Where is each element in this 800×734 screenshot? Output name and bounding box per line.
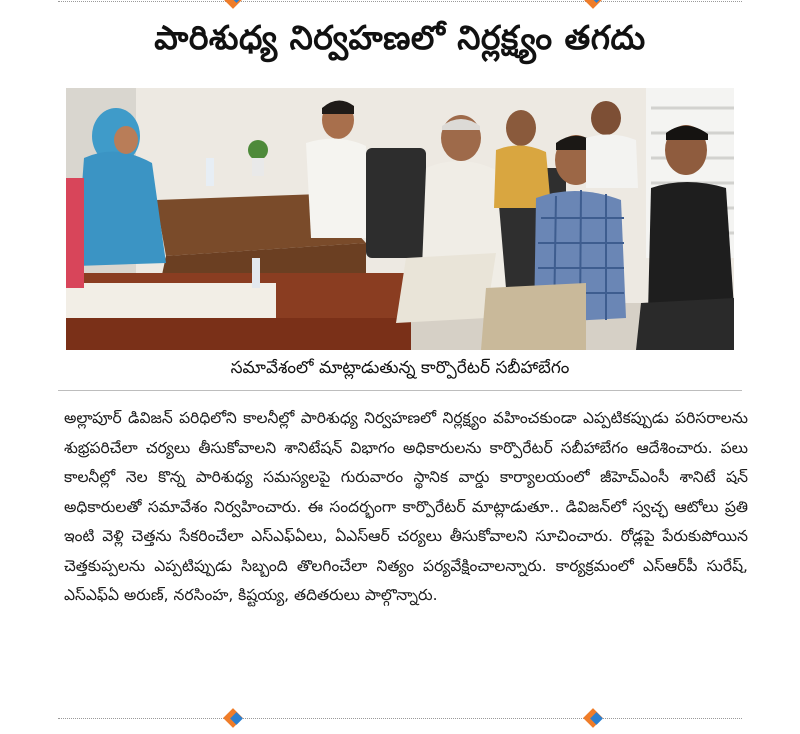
photo-caption: సమావేశంలో మాట్లాడుతున్న కార్పొరేటర్ సబీహాబేగం: [230, 358, 570, 378]
divider-diamond: [223, 0, 243, 9]
news-photo: [66, 88, 734, 350]
top-divider: [58, 1, 742, 2]
divider-diamond: [583, 0, 603, 9]
bottom-divider: [58, 718, 742, 719]
caption-divider: [58, 390, 742, 391]
headline: పారిశుధ్య నిర్వహణలో నిర్లక్ష్యం తగదు: [154, 18, 646, 57]
article-text: అల్లాపూర్ డివిజన్ పరిధిలోని కాలనీల్లో పారిశుధ్య నిర్వహణలో నిర్లక్ష్యం వహించకుండా ఎప్పటికప్పుడు పరిసరాలను శుభ్రపరిచేలా చర్యలు తీసుకోవాలని శానిటేషన్ విభాగం అధికారులను కార్పొరేటర్ సబీహాబేగం ఆదేశించారు. పలు కాలనీల్లో నెల కొన్న పారిశుధ్య సమస్యలపై గురువారం స్థానిక వార్డు కార్యాలయంలో జీహెచ్ఎంసీ శానిటే షన్ అధికారులతో సమావేశం నిర్వహించారు. ఈ సందర్భంగా కార్పొరేటర్ మాట్లాడుతూ.. డివిజన్‌లో స్వచ్ఛ ఆటోలు ప్రతి ఇంటి వెళ్లి చెత్తను సేకరించేలా ఎస్ఎఫ్ఏలు, ఏఎస్ఆర్ చర్యలు తీసుకోవాలని సూచించారు. రోడ్లపై పేరుకుపోయిన చెత్తకుప్పలను ఎప్పటిప్పుడు సిబ్బంది తొలగించేలా నిత్యం పర్యవేక్షించాలన్నారు. కార్యక్రమంలో ఎస్ఆర్‌పీ సురేష్, ఎస్ఎఫ్ఏ అరుణ్, నరసింహ, కిష్టయ్య, తదితరులు పాల్గొన్నారు.: [64, 409, 748, 604]
article-body: [64, 404, 748, 611]
